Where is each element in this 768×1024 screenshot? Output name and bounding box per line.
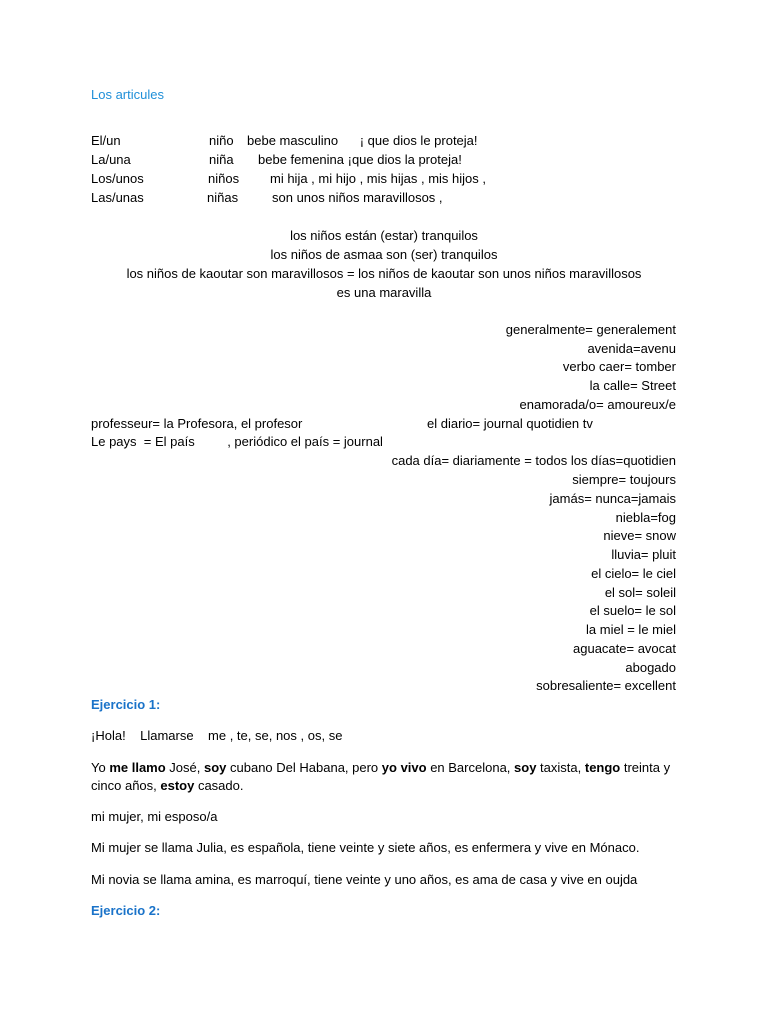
vocab-entry: enamorada/o= amoureux/e	[519, 397, 676, 412]
vocab-entry: siempre= toujours	[572, 472, 676, 487]
exercise-1-line: mi mujer, mi esposo/a	[91, 809, 218, 824]
vocab-entry: el suelo= le sol	[589, 603, 676, 618]
vocab-entry: la calle= Street	[589, 378, 676, 393]
text-run: en Barcelona,	[426, 760, 515, 775]
centered-line: los niños de asmaa son (ser) tranquilos	[270, 247, 498, 262]
vocab-entry: verbo caer= tomber	[562, 359, 676, 374]
exercise-1-line: Mi mujer se llama Julia, es española, tiene veinte y siete años, es enfermera y vive en Mónaco.	[91, 840, 640, 855]
vocab-entry: lluvia= pluit	[611, 547, 676, 562]
vocab-entry: el diario= journal quotidien tv	[427, 416, 593, 431]
example-cell: son unos niños maravillosos ,	[272, 190, 443, 205]
vocab-entry: jamás= nunca=jamais	[549, 491, 676, 506]
vocab-entry: sobresaliente= excellent	[536, 678, 676, 693]
exercise-1-line: Mi novia se llama amina, es marroquí, tiene veinte y uno años, es ama de casa y vive en oujda	[91, 872, 638, 887]
exercise-2-heading: Ejercicio 2:	[91, 903, 161, 918]
article-cell: El/un	[91, 133, 121, 148]
vocab-entry: cada día= diariamente = todos los días=quotidien	[391, 453, 676, 468]
noun-cell: niña	[209, 152, 234, 167]
article-cell: Las/unas	[91, 190, 144, 205]
article-cell: La/una	[91, 152, 131, 167]
article-cell: Los/unos	[91, 171, 144, 186]
verb-run: estoy	[160, 778, 195, 793]
verb-run: tengo	[584, 760, 621, 775]
vocab-entry: aguacate= avocat	[573, 641, 676, 656]
vocab-entry: abogado	[625, 660, 676, 675]
page-title: Los articules	[91, 87, 164, 102]
example-cell: mi hija , mi hijo , mis hijas , mis hijos ,	[270, 171, 486, 186]
vocab-entry: el cielo= le ciel	[591, 566, 676, 581]
exercise-1-heading: Ejercicio 1:	[91, 697, 161, 712]
exercise-1-paragraph-line	[91, 759, 670, 777]
vocab-entry: la miel = le miel	[586, 622, 676, 637]
centered-line: es una maravilla	[336, 285, 432, 300]
vocab-entry: niebla=fog	[615, 510, 676, 525]
vocab-entry: professeur= la Profesora, el profesor	[91, 416, 303, 431]
noun-cell: niño	[209, 133, 234, 148]
text-run: Yo	[91, 760, 110, 775]
vocab-entry: Le pays = El país , periódico el país = journal	[91, 434, 383, 449]
exercise-1-paragraph-line	[91, 777, 244, 795]
example-cell: bebe femenina ¡que dios la proteja!	[258, 152, 462, 167]
centered-line: los niños están (estar) tranquilos	[290, 228, 478, 243]
noun-cell: niños	[208, 171, 240, 186]
verb-run: yo vivo	[381, 760, 427, 775]
exercise-1-line: ¡Hola! Llamarse me , te, se, nos , os, se	[91, 728, 343, 743]
text-run: casado.	[194, 778, 244, 793]
vocab-entry: nieve= snow	[603, 528, 676, 543]
text-run: José,	[165, 760, 204, 775]
vocab-entry: el sol= soleil	[604, 585, 676, 600]
vocab-entry: avenida=avenu	[587, 341, 676, 356]
centered-line: los niños de kaoutar son maravillosos = los niños de kaoutar son unos niños maravillosos	[126, 266, 642, 281]
text-run: cinco años,	[91, 778, 161, 793]
verb-run: soy	[514, 760, 537, 775]
verb-run: me llamo	[109, 760, 166, 775]
verb-run: soy	[203, 760, 227, 775]
text-run: taxista,	[536, 760, 585, 775]
noun-cell: niñas	[207, 190, 239, 205]
text-run: treinta y	[620, 760, 671, 775]
example-cell: bebe masculino ¡ que dios le proteja!	[247, 133, 478, 148]
vocab-entry: generalmente= generalement	[505, 322, 676, 337]
text-run: cubano Del Habana, pero	[226, 760, 382, 775]
